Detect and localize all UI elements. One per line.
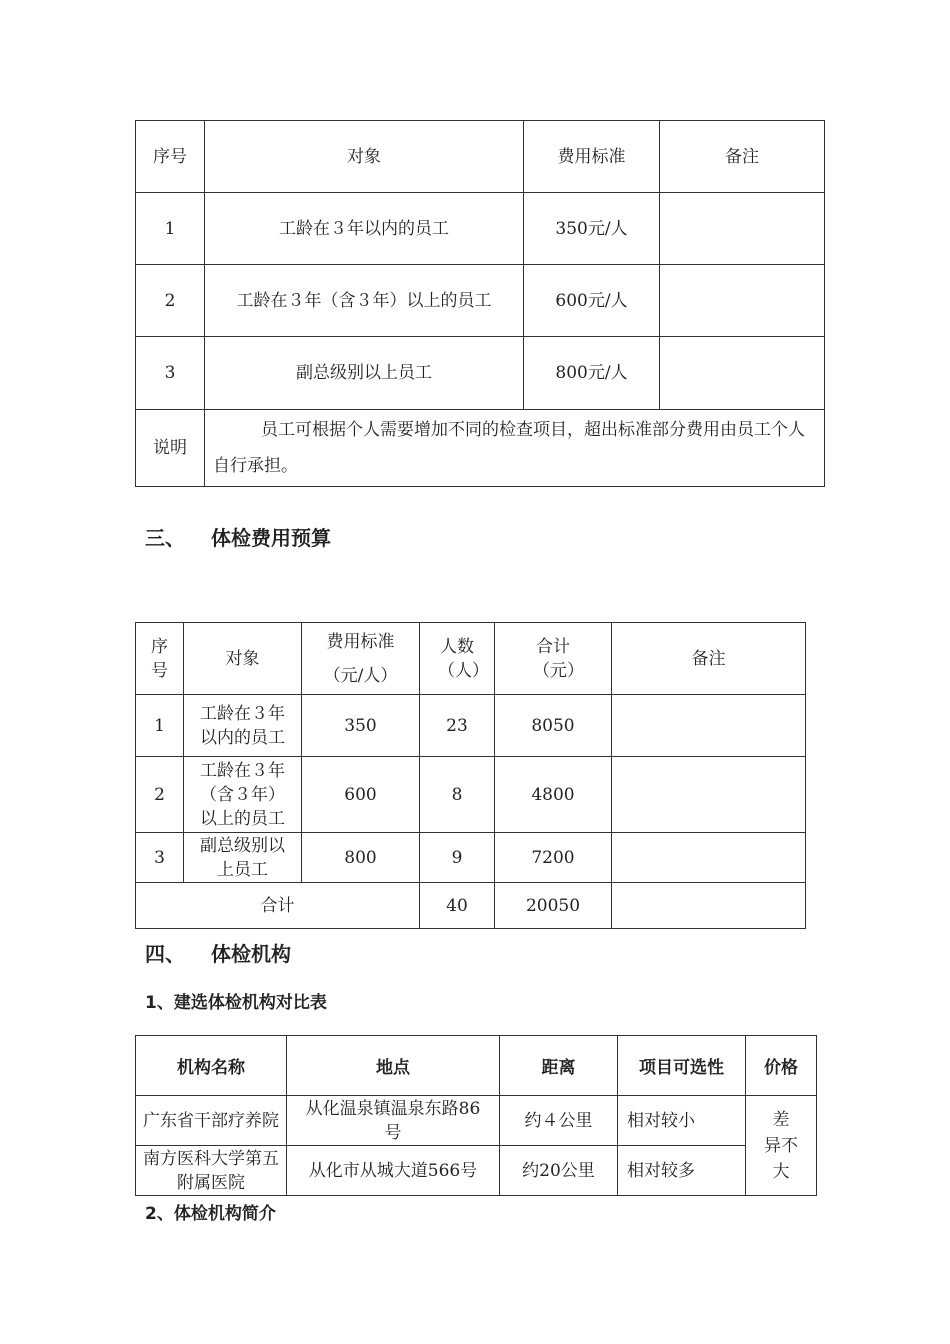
section-4-number: 四、 xyxy=(145,942,185,966)
header-count: 人数（人） xyxy=(420,623,495,695)
cell-total: 4800 xyxy=(495,757,612,833)
header-fee: 费用标准 xyxy=(524,121,660,193)
sum-total: 20050 xyxy=(495,883,612,929)
header-total: 合计（元） xyxy=(495,623,612,695)
cell-org-name: 南方医科大学第五附属医院 xyxy=(136,1146,287,1196)
cell-remark xyxy=(612,757,806,833)
cell-address: 从化市从城大道566号 xyxy=(287,1146,500,1196)
header-distance: 距离 xyxy=(500,1036,618,1096)
subheading-comparison: 1、建选体检机构对比表 xyxy=(145,993,327,1013)
cell-remark xyxy=(612,833,806,883)
header-no: 序号 xyxy=(136,121,205,193)
cell-count: 8 xyxy=(420,757,495,833)
sum-remark xyxy=(612,883,806,929)
cell-distance: 约４公里 xyxy=(500,1096,618,1146)
cell-no: 1 xyxy=(136,193,205,265)
table-row xyxy=(136,695,806,757)
sum-label: 合计 xyxy=(136,883,420,929)
cell-fee: 350元/人 xyxy=(524,193,660,265)
cell-count: 9 xyxy=(420,833,495,883)
cell-fee: 350 xyxy=(302,695,420,757)
cell-no: 3 xyxy=(136,833,184,883)
sum-count: 40 xyxy=(420,883,495,929)
header-fee: 费用标准（元/人） xyxy=(302,623,420,695)
table-row xyxy=(136,265,825,337)
cell-target: 副总级别以上员工 xyxy=(205,337,524,410)
header-price: 价格 xyxy=(746,1036,817,1096)
note-label: 说明 xyxy=(136,410,205,487)
table-row xyxy=(136,1146,817,1196)
cell-target: 工龄在３年以内的员工 xyxy=(184,695,302,757)
cell-no: 2 xyxy=(136,265,205,337)
cell-target: 工龄在３年以内的员工 xyxy=(205,193,524,265)
cell-fee: 600 xyxy=(302,757,420,833)
header-remark: 备注 xyxy=(612,623,806,695)
table-row xyxy=(136,337,825,410)
cell-no: 3 xyxy=(136,337,205,410)
cell-target: 工龄在３年（含３年）以上的员工 xyxy=(184,757,302,833)
cell-count: 23 xyxy=(420,695,495,757)
cell-remark xyxy=(660,193,825,265)
table-row xyxy=(136,833,806,883)
sum-row xyxy=(136,883,806,929)
header-remark: 备注 xyxy=(660,121,825,193)
cell-fee: 800元/人 xyxy=(524,337,660,410)
section-4-title: 体检机构 xyxy=(211,942,291,966)
cell-fee: 800 xyxy=(302,833,420,883)
table-row xyxy=(136,1096,817,1146)
cell-no: 1 xyxy=(136,695,184,757)
subheading-org-intro: 2、体检机构简介 xyxy=(145,1204,276,1224)
cell-address: 从化温泉镇温泉东路86号 xyxy=(287,1096,500,1146)
header-org-name: 机构名称 xyxy=(136,1036,287,1096)
cell-total: 8050 xyxy=(495,695,612,757)
header-no: 序号 xyxy=(136,623,184,695)
cell-no: 2 xyxy=(136,757,184,833)
note-text: 员工可根据个人需要增加不同的检查项目，超出标准部分费用由员工个人自行承担。 xyxy=(205,410,825,487)
header-options: 项目可选性 xyxy=(618,1036,746,1096)
cell-price: 差 异不大 xyxy=(746,1096,817,1196)
table-row xyxy=(136,757,806,833)
cell-options: 相对较小 xyxy=(618,1096,746,1146)
section-4-heading xyxy=(145,938,291,967)
header-target: 对象 xyxy=(205,121,524,193)
budget-table xyxy=(135,622,806,929)
cell-fee: 600元/人 xyxy=(524,265,660,337)
cell-remark xyxy=(660,265,825,337)
cell-org-name: 广东省干部疗养院 xyxy=(136,1096,287,1146)
note-row xyxy=(136,410,825,487)
section-3-title: 体检费用预算 xyxy=(211,526,331,550)
cell-target: 工龄在３年（含３年）以上的员工 xyxy=(205,265,524,337)
cell-remark xyxy=(612,695,806,757)
cell-options: 相对较多 xyxy=(618,1146,746,1196)
cell-distance: 约20公里 xyxy=(500,1146,618,1196)
org-comparison-table xyxy=(135,1035,817,1196)
section-3-number: 三、 xyxy=(145,526,185,550)
section-3-heading xyxy=(145,522,331,551)
fee-standard-table xyxy=(135,120,825,487)
cell-remark xyxy=(660,337,825,410)
cell-target: 副总级别以上员工 xyxy=(184,833,302,883)
cell-total: 7200 xyxy=(495,833,612,883)
header-address: 地点 xyxy=(287,1036,500,1096)
table-row xyxy=(136,193,825,265)
header-target: 对象 xyxy=(184,623,302,695)
